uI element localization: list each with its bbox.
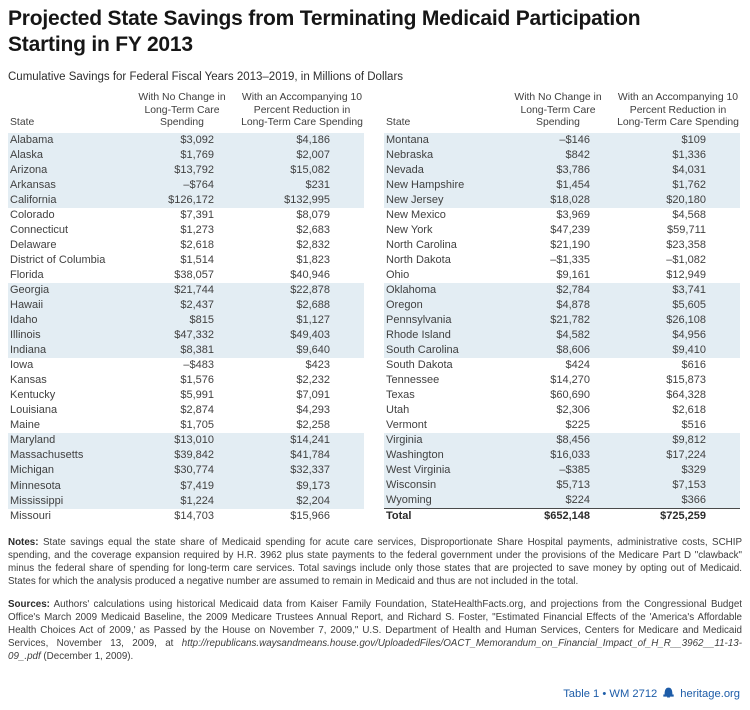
- value-cell: $4,031: [672, 163, 706, 176]
- table-row: [384, 418, 740, 433]
- value-cell: $38,057: [174, 269, 214, 282]
- value-cell: $7,091: [296, 389, 330, 402]
- value-cell: $7,391: [180, 208, 214, 221]
- notes-text: State savings equal the state share of Medicaid spending for acute care services, Disproportionate Share Hospital payments, administrative costs, SCHIP spending, and the coverage expansion required by H.R. 3962 plus state payments to the federal government under the provisions of the Medicare Part D "clawback" minus the federal share of spending for long-term care services. Total savings include only those states that are projected to save money by opting out of Medicaid. States for which the analysis produced a negative number are assumed to remain in Medicaid and thus are not included in the total.: [8, 536, 742, 588]
- value-cell: $616: [681, 358, 706, 371]
- state-cell: Montana: [386, 133, 429, 146]
- value-cell: $1,454: [556, 178, 590, 191]
- value-cell: $32,337: [290, 464, 330, 477]
- table-row: [8, 463, 364, 478]
- value-cell: $1,336: [672, 148, 706, 161]
- notes-paragraph: [8, 536, 742, 589]
- sources-paragraph: [8, 598, 742, 664]
- table-row: [8, 178, 364, 193]
- table-row: [8, 479, 364, 494]
- state-cell: North Dakota: [386, 253, 451, 266]
- table-row: [384, 238, 740, 253]
- value-cell: $2,204: [296, 494, 330, 507]
- value-cell: $2,258: [296, 419, 330, 432]
- value-cell: –$146: [559, 133, 590, 146]
- value-cell: $14,270: [550, 373, 590, 386]
- value-cell: $4,568: [672, 208, 706, 221]
- table-row: [8, 343, 364, 358]
- value-cell: $15,082: [290, 163, 330, 176]
- states-table-right: [384, 92, 740, 524]
- table-row: [384, 508, 740, 524]
- value-cell: $815: [189, 314, 214, 327]
- state-cell: Pennsylvania: [386, 313, 452, 326]
- sources-text: Authors' calculations using historical Medicaid data from Kaiser Family Foundation, StateHealthFacts.org, and projections from the Congressional Budget Office's March 2009 Medicaid Baseline, the 2009 Medicare Trustees Annual Report, and Richard S. Foster, "Estimated Financial Effects of the 'America's Affordable Health Choices Act of 2009,' as Passed by the House on November 7, 2009," U.S. Department of Health and Human Services, Centers for Medicare and Medicaid Services, November 13, 2009, at: [8, 598, 742, 650]
- table-row: [8, 253, 364, 268]
- state-cell: Nebraska: [386, 148, 434, 161]
- notes-label: Notes:: [8, 536, 39, 548]
- value-cell: $8,079: [296, 208, 330, 221]
- value-cell: –$764: [183, 178, 214, 191]
- table-row: [8, 298, 364, 313]
- tables-container: [8, 92, 742, 524]
- state-cell: Texas: [386, 388, 415, 401]
- state-cell: California: [10, 193, 57, 206]
- value-cell: $1,705: [180, 419, 214, 432]
- value-cell: $366: [681, 493, 706, 506]
- value-cell: $26,108: [666, 313, 706, 326]
- value-cell: $8,381: [180, 344, 214, 357]
- state-cell: New York: [386, 223, 433, 236]
- value-cell: $40,946: [290, 269, 330, 282]
- state-cell: Indiana: [10, 344, 47, 357]
- value-cell: $9,410: [672, 343, 706, 356]
- table-subtitle: Cumulative Savings for Federal Fiscal Years 2013–2019, in Millions of Dollars: [8, 71, 404, 83]
- value-cell: $59,711: [667, 223, 706, 236]
- table-row: [384, 463, 740, 478]
- table-row: [384, 493, 740, 509]
- state-cell: Rhode Island: [386, 328, 451, 341]
- state-cell: Michigan: [10, 464, 55, 477]
- table-row: [8, 223, 364, 238]
- sources-url: http://republicans.waysandmeans.house.gov/UploadedFiles/OACT_Memorandum_on_Financial_Impact_of_H_R__3962__11-13-09_.pdf: [8, 638, 742, 663]
- value-cell: $9,640: [296, 344, 330, 357]
- value-cell: $516: [681, 418, 706, 431]
- column-header-state: State: [10, 117, 35, 129]
- value-cell: $842: [565, 148, 590, 161]
- state-cell: South Dakota: [386, 358, 453, 371]
- value-cell: $224: [565, 493, 590, 506]
- state-cell: Maryland: [10, 434, 56, 447]
- states-table-left: [8, 92, 364, 524]
- value-cell: $2,832: [296, 239, 330, 252]
- sources-label: Sources:: [8, 598, 50, 610]
- table-row: [384, 268, 740, 283]
- value-cell: $9,812: [672, 433, 706, 446]
- table-row: [8, 494, 364, 509]
- value-cell: $41,784: [290, 449, 330, 462]
- table-row: [8, 208, 364, 223]
- state-cell: Virginia: [386, 433, 423, 446]
- state-cell: Washington: [386, 448, 444, 461]
- state-cell: Massachusetts: [10, 449, 84, 462]
- value-cell: $47,239: [550, 223, 590, 236]
- value-cell: $1,224: [180, 494, 214, 507]
- value-cell: $2,688: [296, 299, 330, 312]
- value-cell: $13,010: [174, 434, 214, 447]
- state-cell: Wisconsin: [386, 478, 437, 491]
- table-header-left: [8, 92, 364, 133]
- state-cell: Arkansas: [10, 178, 56, 191]
- state-cell: Florida: [10, 269, 44, 282]
- state-cell: Total: [384, 508, 500, 524]
- table-row: [384, 403, 740, 418]
- value-cell: $9,161: [556, 268, 590, 281]
- table-row: [8, 328, 364, 343]
- value-cell: $30,774: [174, 464, 214, 477]
- table-row: [8, 283, 364, 298]
- table-row: [384, 433, 740, 448]
- value-cell: $3,741: [672, 283, 706, 296]
- table-header-right: [384, 92, 740, 133]
- state-cell: New Jersey: [386, 193, 444, 206]
- state-cell: Arizona: [10, 163, 48, 176]
- value-cell: $15,966: [290, 509, 330, 522]
- value-cell: $2,874: [180, 404, 214, 417]
- sources-date: (December 1, 2009).: [43, 651, 134, 663]
- state-cell: Minnesota: [10, 479, 61, 492]
- value-cell: $3,786: [556, 163, 590, 176]
- value-cell: $21,744: [174, 284, 214, 297]
- value-cell: $2,007: [296, 148, 330, 161]
- value-cell: –$483: [183, 359, 214, 372]
- table-row: [8, 433, 364, 448]
- table-row: [8, 148, 364, 163]
- state-cell: Alaska: [10, 148, 44, 161]
- table-row: [8, 448, 364, 463]
- table-row: [8, 403, 364, 418]
- value-cell: $49,403: [290, 329, 330, 342]
- page-title: Projected State Savings from Terminating Medicaid Participation Starting in FY 2013: [8, 7, 641, 56]
- table-row: [384, 148, 740, 163]
- value-cell: $132,995: [284, 193, 330, 206]
- value-cell: $5,713: [556, 478, 590, 491]
- value-cell: $1,769: [180, 148, 214, 161]
- value-cell: $2,683: [296, 223, 330, 236]
- value-cell: $423: [305, 359, 330, 372]
- state-cell: Ohio: [386, 268, 410, 281]
- state-cell: Hawaii: [10, 299, 44, 312]
- state-cell: South Carolina: [386, 343, 459, 356]
- value-cell: $20,180: [666, 193, 706, 206]
- table-row: [384, 313, 740, 328]
- value-cell: $1,762: [672, 178, 706, 191]
- table-row: [8, 238, 364, 253]
- value-cell: –$1,335: [550, 253, 590, 266]
- value-cell: $12,949: [666, 268, 706, 281]
- value-cell: $424: [565, 358, 590, 371]
- table-row: [384, 178, 740, 193]
- table-row: [384, 133, 740, 148]
- value-cell: $725,259: [616, 508, 740, 524]
- value-cell: $8,456: [556, 433, 590, 446]
- table-row: [8, 163, 364, 178]
- table-row: [8, 358, 364, 373]
- table-row: [384, 358, 740, 373]
- state-cell: Illinois: [10, 329, 41, 342]
- value-cell: $47,332: [174, 329, 214, 342]
- state-cell: West Virginia: [386, 463, 451, 476]
- value-cell: $22,878: [290, 284, 330, 297]
- value-cell: $3,092: [180, 133, 214, 146]
- value-cell: $3,969: [556, 208, 590, 221]
- value-cell: $21,190: [550, 238, 590, 251]
- value-cell: $39,842: [174, 449, 214, 462]
- state-cell: Utah: [386, 403, 410, 416]
- state-cell: Connecticut: [10, 223, 69, 236]
- state-cell: New Mexico: [386, 208, 446, 221]
- table-row: [8, 509, 364, 524]
- table-row: [384, 208, 740, 223]
- state-cell: Nevada: [386, 163, 424, 176]
- column-header-reduction: With an Accompanying 10 Percent Reduction in Long-Term Care Spending: [617, 92, 739, 129]
- column-header-no-change: With No Change in Long-Term Care Spending: [138, 92, 226, 129]
- table-row: [8, 193, 364, 208]
- value-cell: $5,991: [180, 389, 214, 402]
- table-body-right: [384, 133, 740, 524]
- state-cell: Colorado: [10, 208, 55, 221]
- footer: [563, 687, 740, 701]
- state-cell: Oklahoma: [386, 283, 437, 296]
- state-cell: Mississippi: [10, 494, 64, 507]
- value-cell: $4,293: [296, 404, 330, 417]
- value-cell: $2,618: [672, 403, 706, 416]
- value-cell: $21,782: [550, 313, 590, 326]
- state-cell: North Carolina: [386, 238, 457, 251]
- value-cell: $2,437: [180, 299, 214, 312]
- value-cell: $5,605: [672, 298, 706, 311]
- state-cell: New Hampshire: [386, 178, 465, 191]
- value-cell: –$385: [559, 463, 590, 476]
- state-cell: Alabama: [10, 133, 54, 146]
- table-number-label: Table 1 • WM 2712: [563, 688, 658, 700]
- table-row: [384, 388, 740, 403]
- value-cell: $14,241: [290, 434, 330, 447]
- value-cell: $1,823: [296, 254, 330, 267]
- value-cell: $17,224: [666, 448, 706, 461]
- table-row: [8, 388, 364, 403]
- value-cell: $2,618: [180, 239, 214, 252]
- value-cell: $225: [565, 418, 590, 431]
- state-cell: Missouri: [10, 509, 51, 522]
- table-row: [384, 478, 740, 493]
- state-cell: District of Columbia: [10, 254, 106, 267]
- site-link: heritage.org: [680, 688, 740, 700]
- table-row: [384, 283, 740, 298]
- value-cell: $2,232: [296, 374, 330, 387]
- table-row: [8, 313, 364, 328]
- state-cell: Tennessee: [386, 373, 440, 386]
- state-cell: Wyoming: [386, 493, 432, 506]
- state-cell: Delaware: [10, 239, 57, 252]
- value-cell: $1,273: [180, 223, 214, 236]
- state-cell: Louisiana: [10, 404, 58, 417]
- state-cell: Maine: [10, 419, 40, 432]
- value-cell: $14,703: [174, 509, 214, 522]
- state-cell: Vermont: [386, 418, 427, 431]
- value-cell: –$1,082: [666, 253, 706, 266]
- value-cell: $13,792: [174, 163, 214, 176]
- state-cell: Georgia: [10, 284, 50, 297]
- table-row: [384, 253, 740, 268]
- value-cell: $7,153: [672, 478, 706, 491]
- value-cell: $652,148: [500, 508, 616, 524]
- value-cell: $329: [681, 463, 706, 476]
- value-cell: $1,576: [180, 374, 214, 387]
- value-cell: $9,173: [296, 479, 330, 492]
- column-header-no-change: With No Change in Long-Term Care Spending: [514, 92, 602, 129]
- value-cell: $1,514: [180, 254, 214, 267]
- table-row: [8, 418, 364, 433]
- column-header-state: State: [386, 117, 411, 129]
- table-row: [384, 328, 740, 343]
- table-body-left: [8, 133, 364, 524]
- value-cell: $2,306: [556, 403, 590, 416]
- value-cell: $109: [681, 133, 706, 146]
- value-cell: $15,873: [666, 373, 706, 386]
- value-cell: $4,878: [556, 298, 590, 311]
- value-cell: $4,956: [672, 328, 706, 341]
- value-cell: $60,690: [550, 388, 590, 401]
- table-row: [8, 133, 364, 148]
- value-cell: $1,127: [296, 314, 330, 327]
- value-cell: $18,028: [550, 193, 590, 206]
- table-row: [384, 448, 740, 463]
- table-row: [8, 373, 364, 388]
- value-cell: $16,033: [550, 448, 590, 461]
- value-cell: $126,172: [168, 193, 214, 206]
- table-row: [384, 163, 740, 178]
- column-header-reduction: With an Accompanying 10 Percent Reduction in Long-Term Care Spending: [241, 92, 363, 129]
- table-row: [384, 193, 740, 208]
- value-cell: $64,328: [666, 388, 706, 401]
- value-cell: $2,784: [556, 283, 590, 296]
- value-cell: $7,419: [180, 479, 214, 492]
- table-row: [384, 298, 740, 313]
- state-cell: Iowa: [10, 359, 34, 372]
- value-cell: $4,186: [296, 133, 330, 146]
- state-cell: Kentucky: [10, 389, 56, 402]
- table-row: [384, 373, 740, 388]
- value-cell: $23,358: [666, 238, 706, 251]
- table-row: [384, 223, 740, 238]
- liberty-bell-icon: [662, 687, 675, 701]
- table-row: [8, 268, 364, 283]
- table-row: [384, 343, 740, 358]
- state-cell: Idaho: [10, 314, 38, 327]
- value-cell: $231: [305, 178, 330, 191]
- state-cell: Kansas: [10, 374, 47, 387]
- value-cell: $4,582: [556, 328, 590, 341]
- state-cell: Oregon: [386, 298, 423, 311]
- value-cell: $8,606: [556, 343, 590, 356]
